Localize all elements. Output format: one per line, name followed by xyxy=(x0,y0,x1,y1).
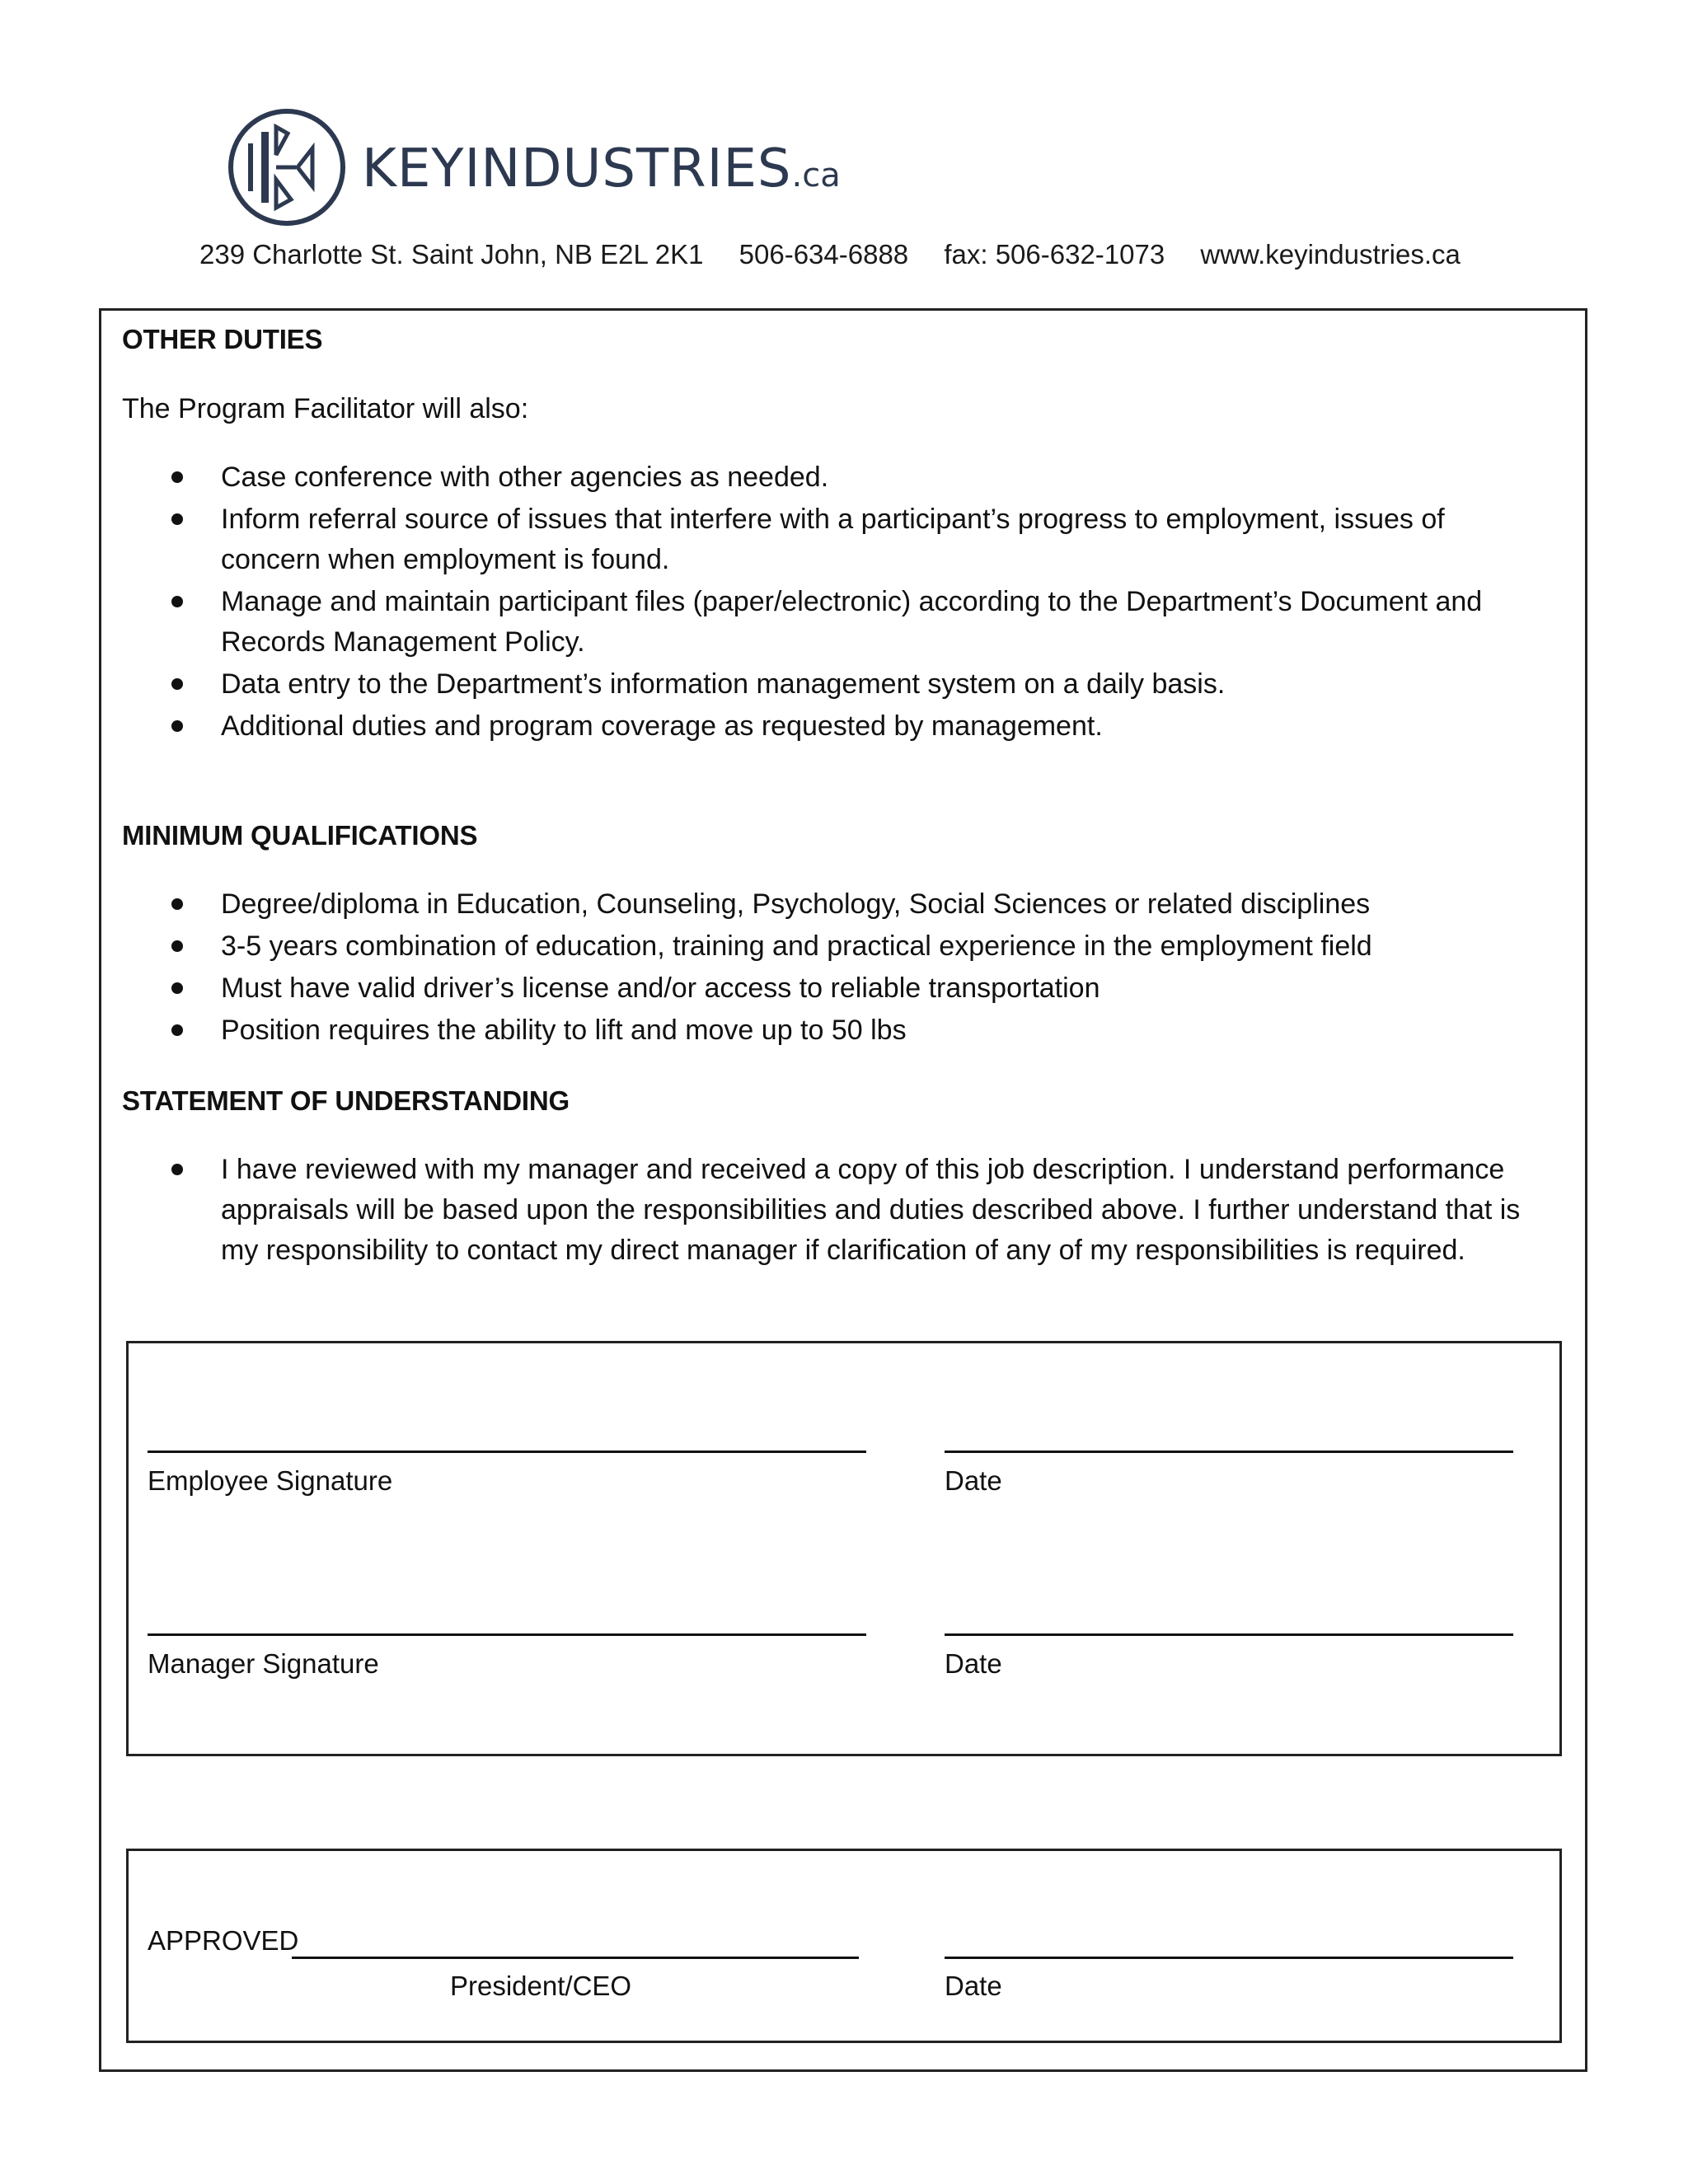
bullet-icon xyxy=(171,720,183,732)
key-industries-logo-icon xyxy=(227,107,347,227)
bullet-icon xyxy=(171,596,183,607)
employee-date-line[interactable] xyxy=(945,1451,1513,1453)
approval-date-label: Date xyxy=(945,1971,1002,2001)
bullet-icon xyxy=(171,471,183,483)
manager-date-line[interactable] xyxy=(945,1633,1513,1636)
minimum-qualifications-heading: MINIMUM QUALIFICATIONS xyxy=(122,820,478,851)
bullet-icon xyxy=(171,678,183,690)
list-item: Position requires the ability to lift and move up to 50 lbs xyxy=(101,1010,1568,1051)
list-item: Degree/diploma in Education, Counseling, Psychology, Social Sciences or related disciplines xyxy=(101,884,1568,925)
bullet-icon xyxy=(171,982,183,994)
approval-date-line[interactable] xyxy=(945,1957,1513,1959)
contact-website: www.keyindustries.ca xyxy=(1200,239,1461,269)
job-description-box xyxy=(99,308,1587,2072)
list-item: Data entry to the Department’s information management system on a daily basis. xyxy=(101,664,1568,705)
logo-name: KEYINDUSTRIES xyxy=(362,138,792,199)
other-duties-heading: OTHER DUTIES xyxy=(122,324,323,354)
logo-wordmark xyxy=(362,138,841,199)
bullet-icon xyxy=(171,1024,183,1036)
list-item: Must have valid driver’s license and/or access to reliable transportation xyxy=(101,968,1568,1009)
approval-signature-line[interactable] xyxy=(292,1957,859,1959)
contact-phone: 506-634-6888 xyxy=(738,239,909,269)
manager-signature-line[interactable] xyxy=(148,1633,866,1636)
contact-line xyxy=(199,239,1461,270)
approval-box xyxy=(126,1849,1562,2043)
company-logo xyxy=(227,107,870,231)
bullet-icon xyxy=(171,898,183,910)
contact-address: 239 Charlotte St. Saint John, NB E2L 2K1 xyxy=(199,239,704,269)
employee-signature-line[interactable] xyxy=(148,1451,866,1453)
bullet-icon xyxy=(171,940,183,952)
statement-list xyxy=(101,1150,1568,1272)
list-item: 3-5 years combination of education, training and practical experience in the employment field xyxy=(101,926,1568,967)
employee-signature-label: Employee Signature xyxy=(148,1465,393,1496)
list-item: Additional duties and program coverage as requested by management. xyxy=(101,706,1568,747)
list-item: Inform referral source of issues that interfere with a participant’s progress to employment, issues of concern when employment is found. xyxy=(101,499,1568,580)
signature-box xyxy=(126,1341,1562,1756)
approved-label: APPROVED xyxy=(148,1925,299,1956)
contact-fax: fax: 506-632-1073 xyxy=(944,239,1165,269)
statement-heading: STATEMENT OF UNDERSTANDING xyxy=(122,1085,570,1116)
employee-date-label: Date xyxy=(945,1465,1002,1496)
bullet-icon xyxy=(171,513,183,525)
other-duties-intro: The Program Facilitator will also: xyxy=(122,393,529,424)
manager-signature-label: Manager Signature xyxy=(148,1648,379,1679)
list-item: I have reviewed with my manager and received a copy of this job description. I understand performance appraisals will be based upon the responsibilities and duties described above. I further understand that is my responsibility to contact my direct manager if clarification of any of my responsibilities is required. xyxy=(101,1150,1568,1271)
list-item: Manage and maintain participant files (paper/electronic) according to the Department’s Document and Records Management Policy. xyxy=(101,582,1568,663)
qualifications-list xyxy=(101,884,1568,1052)
logo-suffix: .ca xyxy=(791,157,841,194)
president-ceo-label: President/CEO xyxy=(450,1971,632,2001)
bullet-icon xyxy=(171,1164,183,1175)
manager-date-label: Date xyxy=(945,1648,1002,1679)
other-duties-list xyxy=(101,457,1568,748)
list-item: Case conference with other agencies as needed. xyxy=(101,457,1568,498)
